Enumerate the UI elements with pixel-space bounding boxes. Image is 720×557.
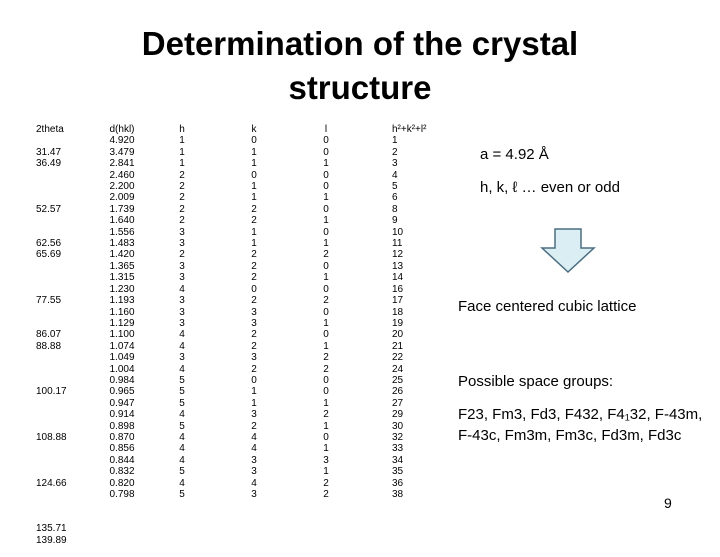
d-spacing-cell: 1.074 bbox=[109, 340, 135, 352]
l-cell: 1 bbox=[323, 420, 329, 432]
two-theta-cell bbox=[36, 443, 67, 454]
h-cell: 1 bbox=[179, 135, 185, 147]
h-cell: 3 bbox=[179, 260, 185, 272]
l-cell: 0 bbox=[323, 374, 329, 386]
h-cell: 1 bbox=[179, 158, 185, 170]
two-theta-column bbox=[36, 124, 67, 557]
h-cell: 3 bbox=[179, 317, 185, 329]
two-theta-cell bbox=[36, 352, 67, 363]
k-cell: 1 bbox=[251, 158, 257, 170]
k-cell: 2 bbox=[251, 249, 257, 261]
d-spacing-cell: 2.460 bbox=[109, 169, 135, 181]
d-spacing-cell: 1.739 bbox=[109, 203, 135, 215]
k-cell: 1 bbox=[251, 386, 257, 398]
hkl-sum-cell: 27 bbox=[392, 397, 404, 409]
d-spacing-cell: 0.898 bbox=[109, 420, 135, 432]
d-spacing-cell: 0.914 bbox=[109, 409, 135, 421]
l-cell: 0 bbox=[323, 135, 329, 147]
hkl-sum-column bbox=[392, 124, 426, 500]
l-cell: 2 bbox=[323, 363, 329, 375]
h-cell: 1 bbox=[179, 146, 185, 158]
hkl-sum-cell: 16 bbox=[392, 283, 404, 295]
two-theta-cell: 52.57 bbox=[36, 203, 62, 215]
h-cell: 5 bbox=[179, 374, 185, 386]
k-cell: 2 bbox=[251, 420, 257, 432]
d-spacing-column bbox=[102, 124, 142, 500]
h-column bbox=[174, 124, 190, 500]
d-spacing-cell: 1.193 bbox=[109, 295, 135, 307]
l-cell: 2 bbox=[323, 409, 329, 421]
h-cell: 3 bbox=[179, 352, 185, 364]
d-spacing-cell: 1.556 bbox=[109, 226, 135, 238]
d-spacing-cell: 0.870 bbox=[109, 431, 135, 443]
k-cell: 0 bbox=[251, 283, 257, 295]
k-cell: 3 bbox=[251, 306, 257, 318]
hkl-sum-cell: 3 bbox=[392, 158, 398, 170]
d-spacing-cell: 1.100 bbox=[109, 329, 135, 341]
h-cell: 3 bbox=[179, 238, 185, 250]
h-cell: 3 bbox=[179, 272, 185, 284]
k-cell: 2 bbox=[251, 272, 257, 284]
d-spacing-cell: 1.365 bbox=[109, 260, 135, 272]
h-cell: 5 bbox=[179, 489, 185, 500]
d-spacing-header: d(hkl) bbox=[109, 124, 135, 135]
hkl-sum-cell: 9 bbox=[392, 215, 398, 227]
hkl-sum-cell: 34 bbox=[392, 454, 404, 466]
l-cell: 2 bbox=[323, 477, 329, 489]
l-cell: 0 bbox=[323, 260, 329, 272]
two-theta-cell bbox=[36, 409, 67, 420]
two-theta-cell bbox=[36, 215, 67, 226]
two-theta-cell bbox=[36, 546, 67, 557]
k-cell: 1 bbox=[251, 181, 257, 193]
page-title: Determination of the crystal structure bbox=[141, 25, 579, 106]
two-theta-header: 2theta bbox=[36, 124, 64, 135]
hkl-sum-cell: 20 bbox=[392, 329, 404, 341]
two-theta-cell: 36.49 bbox=[36, 158, 62, 170]
k-cell: 2 bbox=[251, 203, 257, 215]
h-cell: 5 bbox=[179, 386, 185, 398]
k-cell: 2 bbox=[251, 340, 257, 352]
hkl-sum-cell: 30 bbox=[392, 420, 404, 432]
h-cell: 4 bbox=[179, 329, 185, 341]
h-cell: 4 bbox=[179, 363, 185, 375]
l-cell: 1 bbox=[323, 192, 329, 204]
l-cell: 1 bbox=[323, 238, 329, 250]
h-cell: 2 bbox=[179, 169, 185, 181]
two-theta-cell bbox=[36, 489, 67, 500]
k-cell: 4 bbox=[251, 443, 257, 455]
two-theta-cell bbox=[36, 135, 67, 146]
l-cell: 0 bbox=[323, 203, 329, 215]
h-cell: 3 bbox=[179, 306, 185, 318]
two-theta-cell: 100.17 bbox=[36, 386, 67, 398]
h-cell: 3 bbox=[179, 226, 185, 238]
hkl-sum-cell: 12 bbox=[392, 249, 404, 261]
l-cell: 1 bbox=[323, 397, 329, 409]
hkl-sum-cell: 35 bbox=[392, 466, 404, 478]
two-theta-cell bbox=[36, 466, 67, 477]
d-spacing-cell: 1.483 bbox=[109, 238, 135, 250]
k-cell: 2 bbox=[251, 215, 257, 227]
d-spacing-cell: 0.947 bbox=[109, 397, 135, 409]
d-spacing-cell: 1.004 bbox=[109, 363, 135, 375]
hkl-sum-cell: 13 bbox=[392, 260, 404, 272]
two-theta-cell: 62.56 bbox=[36, 238, 62, 250]
d-spacing-cell: 2.200 bbox=[109, 181, 135, 193]
hkl-sum-cell: 21 bbox=[392, 340, 404, 352]
k-cell: 1 bbox=[251, 238, 257, 250]
two-theta-cell bbox=[36, 284, 67, 295]
two-theta-cell bbox=[36, 227, 67, 238]
hkl-sum-cell: 29 bbox=[392, 409, 404, 421]
hkl-sum-cell: 33 bbox=[392, 443, 404, 455]
k-column bbox=[246, 124, 262, 500]
two-theta-cell bbox=[36, 375, 67, 386]
d-spacing-cell: 0.984 bbox=[109, 374, 135, 386]
d-spacing-cell: 1.049 bbox=[109, 352, 135, 364]
k-cell: 0 bbox=[251, 374, 257, 386]
hkl-sum-cell: 22 bbox=[392, 352, 404, 364]
k-cell: 2 bbox=[251, 363, 257, 375]
l-cell: 0 bbox=[323, 283, 329, 295]
two-theta-cell: 135.71 bbox=[36, 523, 67, 535]
hkl-sum-cell: 19 bbox=[392, 317, 404, 329]
k-cell: 1 bbox=[251, 226, 257, 238]
d-spacing-cell: 1.160 bbox=[109, 306, 135, 318]
d-spacing-cell: 4.920 bbox=[109, 135, 135, 147]
two-theta-cell bbox=[36, 364, 67, 375]
l-cell: 2 bbox=[323, 249, 329, 261]
d-spacing-cell: 1.230 bbox=[109, 283, 135, 295]
h-cell: 2 bbox=[179, 181, 185, 193]
two-theta-cell bbox=[36, 261, 67, 272]
d-spacing-cell: 1.640 bbox=[109, 215, 135, 227]
l-cell: 0 bbox=[323, 169, 329, 181]
d-spacing-cell: 0.798 bbox=[109, 489, 135, 500]
l-cell: 0 bbox=[323, 226, 329, 238]
k-cell: 0 bbox=[251, 135, 257, 147]
l-cell: 1 bbox=[323, 215, 329, 227]
two-theta-cell: 88.88 bbox=[36, 340, 62, 352]
h-cell: 4 bbox=[179, 443, 185, 455]
h-cell: 2 bbox=[179, 215, 185, 227]
hkl-sum-cell: 32 bbox=[392, 431, 404, 443]
h-cell: 5 bbox=[179, 397, 185, 409]
two-theta-cell bbox=[36, 500, 67, 511]
k-cell: 3 bbox=[251, 317, 257, 329]
hkl-sum-cell: 14 bbox=[392, 272, 404, 284]
k-header: k bbox=[251, 124, 257, 135]
k-cell: 2 bbox=[251, 295, 257, 307]
l-cell: 0 bbox=[323, 306, 329, 318]
two-theta-cell: 65.69 bbox=[36, 249, 62, 261]
k-cell: 4 bbox=[251, 477, 257, 489]
l-cell: 0 bbox=[323, 329, 329, 341]
h-cell: 5 bbox=[179, 420, 185, 432]
hkl-sum-cell: 4 bbox=[392, 169, 398, 181]
d-spacing-cell: 1.420 bbox=[109, 249, 135, 261]
space-groups-title: Possible space groups: bbox=[458, 373, 614, 390]
hkl-sum-cell: 5 bbox=[392, 181, 398, 193]
hkl-sum-cell: 1 bbox=[392, 135, 398, 147]
l-cell: 0 bbox=[323, 146, 329, 158]
two-theta-cell bbox=[36, 318, 67, 329]
hkl-sum-cell: 17 bbox=[392, 295, 404, 307]
d-spacing-cell: 0.832 bbox=[109, 466, 135, 478]
h-cell: 4 bbox=[179, 431, 185, 443]
d-spacing-cell: 1.129 bbox=[109, 317, 135, 329]
hkl-sum-cell: 8 bbox=[392, 203, 398, 215]
l-cell: 1 bbox=[323, 272, 329, 284]
k-cell: 3 bbox=[251, 409, 257, 421]
d-spacing-cell: 0.856 bbox=[109, 443, 135, 455]
k-cell: 3 bbox=[251, 352, 257, 364]
lattice-parameter: a = 4.92 Å bbox=[480, 146, 549, 163]
l-cell: 0 bbox=[323, 181, 329, 193]
l-cell: 1 bbox=[323, 466, 329, 478]
k-cell: 0 bbox=[251, 169, 257, 181]
two-theta-cell bbox=[36, 455, 67, 466]
d-spacing-cell: 0.844 bbox=[109, 454, 135, 466]
l-cell: 3 bbox=[323, 454, 329, 466]
h-cell: 4 bbox=[179, 340, 185, 352]
two-theta-cell: 77.55 bbox=[36, 295, 62, 307]
two-theta-cell: 139.89 bbox=[36, 534, 67, 546]
two-theta-cell bbox=[36, 192, 67, 203]
h-cell: 4 bbox=[179, 454, 185, 466]
d-spacing-cell: 0.820 bbox=[109, 477, 135, 489]
l-cell: 2 bbox=[323, 352, 329, 364]
two-theta-cell: 124.66 bbox=[36, 477, 67, 489]
h-cell: 4 bbox=[179, 477, 185, 489]
l-cell: 0 bbox=[323, 431, 329, 443]
h-cell: 4 bbox=[179, 283, 185, 295]
l-cell: 1 bbox=[323, 340, 329, 352]
hkl-sum-cell: 18 bbox=[392, 306, 404, 318]
h-cell: 2 bbox=[179, 249, 185, 261]
k-cell: 3 bbox=[251, 489, 257, 500]
k-cell: 2 bbox=[251, 260, 257, 272]
k-cell: 3 bbox=[251, 454, 257, 466]
l-column bbox=[318, 124, 334, 500]
hkl-sum-cell: 38 bbox=[392, 489, 404, 500]
k-cell: 4 bbox=[251, 431, 257, 443]
page-number: 9 bbox=[664, 495, 672, 511]
k-cell: 2 bbox=[251, 329, 257, 341]
hkl-sum-cell: 6 bbox=[392, 192, 398, 204]
hkl-sum-cell: 2 bbox=[392, 146, 398, 158]
two-theta-cell: 108.88 bbox=[36, 431, 67, 443]
l-header: l bbox=[324, 124, 328, 135]
hkl-sum-cell: 11 bbox=[392, 238, 403, 250]
l-cell: 1 bbox=[323, 443, 329, 455]
k-cell: 1 bbox=[251, 397, 257, 409]
two-theta-cell bbox=[36, 272, 67, 283]
h-cell: 5 bbox=[179, 466, 185, 478]
two-theta-cell bbox=[36, 421, 67, 432]
k-cell: 1 bbox=[251, 146, 257, 158]
two-theta-cell bbox=[36, 307, 67, 318]
h-cell: 3 bbox=[179, 295, 185, 307]
two-theta-cell bbox=[36, 181, 67, 192]
lattice-conclusion: Face centered cubic lattice bbox=[458, 298, 637, 315]
h-header: h bbox=[179, 124, 185, 135]
d-spacing-cell: 2.841 bbox=[109, 158, 135, 170]
l-cell: 1 bbox=[323, 158, 329, 170]
hkl-sum-header: h²+k²+l² bbox=[392, 124, 427, 135]
hkl-parity-note: h, k, ℓ … even or odd bbox=[480, 179, 620, 196]
d-spacing-cell: 2.009 bbox=[109, 192, 135, 204]
hkl-sum-cell: 24 bbox=[392, 363, 404, 375]
two-theta-cell: 31.47 bbox=[36, 146, 62, 158]
two-theta-cell bbox=[36, 512, 67, 523]
h-cell: 4 bbox=[179, 409, 185, 421]
two-theta-cell: 86.07 bbox=[36, 329, 62, 341]
l-cell: 1 bbox=[323, 317, 329, 329]
two-theta-cell bbox=[36, 398, 67, 409]
hkl-sum-cell: 26 bbox=[392, 386, 404, 398]
d-spacing-cell: 1.315 bbox=[109, 272, 135, 284]
l-cell: 2 bbox=[323, 489, 329, 500]
k-cell: 3 bbox=[251, 466, 257, 478]
down-arrow-icon bbox=[540, 228, 596, 274]
two-theta-cell bbox=[36, 170, 67, 181]
hkl-sum-cell: 36 bbox=[392, 477, 404, 489]
hkl-sum-cell: 10 bbox=[392, 226, 404, 238]
d-spacing-cell: 3.479 bbox=[109, 146, 135, 158]
h-cell: 2 bbox=[179, 192, 185, 204]
h-cell: 2 bbox=[179, 203, 185, 215]
l-cell: 0 bbox=[323, 386, 329, 398]
d-spacing-cell: 0.965 bbox=[109, 386, 135, 398]
k-cell: 1 bbox=[251, 192, 257, 204]
space-groups-list: F23, Fm3, Fd3, F432, F4₁32, F-43m, F-43c, Fm3m, Fm3c, Fd3m, Fd3c bbox=[458, 406, 703, 444]
l-cell: 2 bbox=[323, 295, 329, 307]
hkl-sum-cell: 25 bbox=[392, 374, 404, 386]
